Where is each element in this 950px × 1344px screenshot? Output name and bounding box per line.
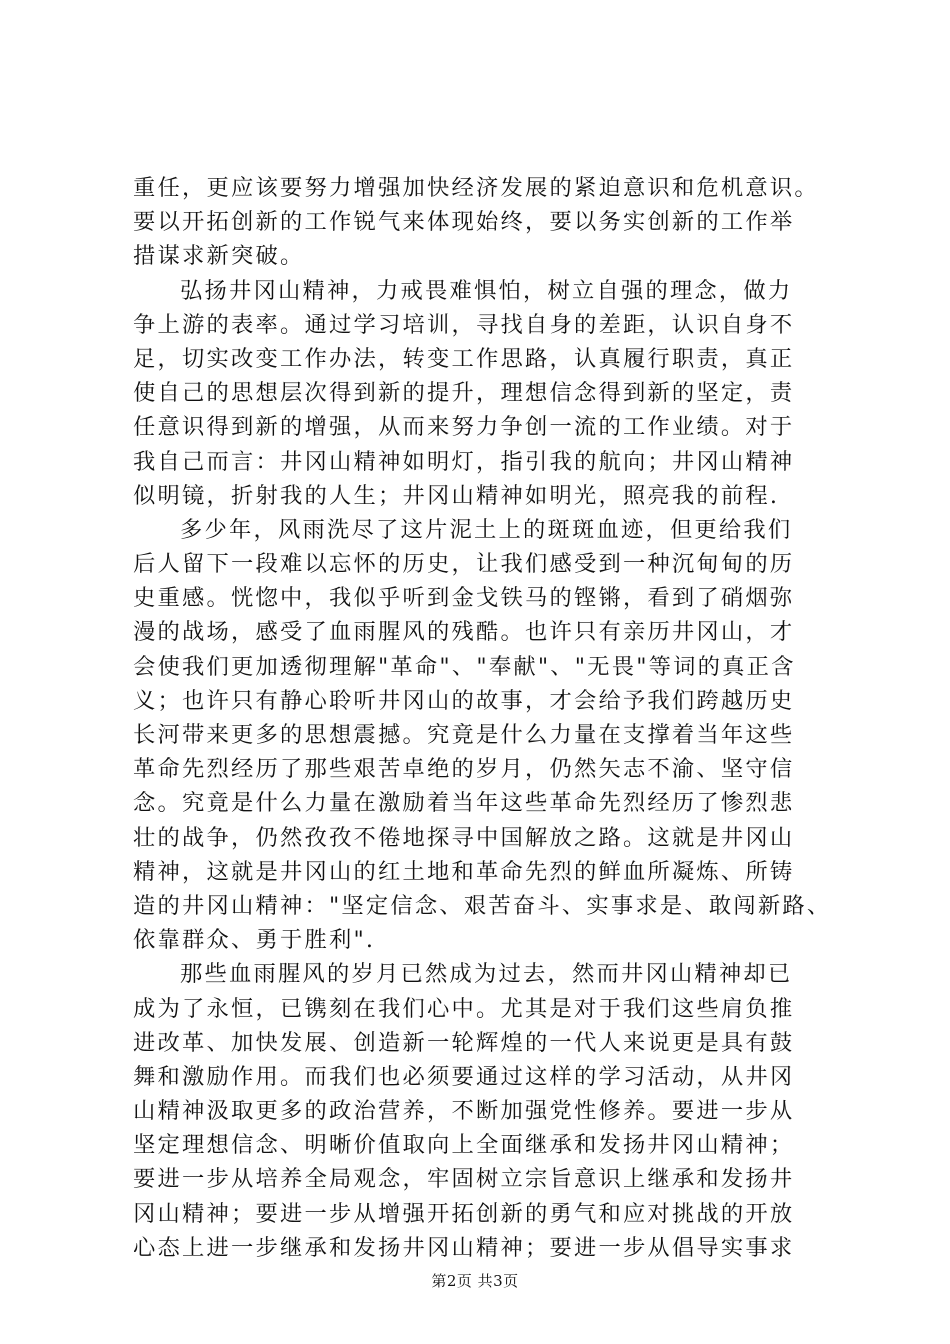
body-text [133, 171, 833, 1265]
text-line: 使自己的思想层次得到新的提升，理想信念得到新的坚定，责 [133, 380, 795, 407]
text-line: 壮的战争，仍然孜孜不倦地探寻中国解放之路。这就是井冈山 [133, 824, 795, 851]
text-line: 后人留下一段难以忘怀的历史，让我们感受到一种沉甸甸的历 [133, 551, 795, 578]
text-line: 我自己而言：井冈山精神如明灯，指引我的航向；井冈山精神 [133, 448, 795, 475]
text-line: 史重感。恍惚中，我似乎听到金戈铁马的铿锵，看到了硝烟弥 [133, 585, 795, 612]
text-line: 革命先烈经历了那些艰苦卓绝的岁月，仍然矢志不渝、坚守信 [133, 756, 795, 783]
text-line: 重任，更应该要努力增强加快经济发展的紧迫意识和危机意识。 [133, 175, 819, 201]
text-line: 成为了永恒，已镌刻在我们心中。尤其是对于我们这些肩负推 [133, 995, 795, 1022]
text-line: 措谋求新突破。 [133, 243, 305, 270]
text-line: 进改革、加快发展、创造新一轮辉煌的一代人来说更是具有鼓 [133, 1029, 795, 1056]
text-line: 舞和激励作用。而我们也必须要通过这样的学习活动，从井冈 [133, 1063, 795, 1090]
text-line: 冈山精神；要进一步从增强开拓创新的勇气和应对挑战的开放 [133, 1200, 795, 1227]
text-line: 念。究竟是什么力量在激励着当年这些革命先烈经历了惨烈悲 [133, 790, 795, 817]
text-line: 会使我们更加透彻理解"革命"、"奉献"、"无畏"等词的真正含 [133, 653, 796, 680]
text-line: 义；也许只有静心聆听井冈山的故事，才会给予我们跨越历史 [133, 687, 795, 714]
text-line: 似明镜，折射我的人生；井冈山精神如明光，照亮我的前程. [133, 482, 780, 509]
text-line: 依靠群众、勇于胜利". [133, 927, 376, 954]
paragraph-first-line: 弘扬井冈山精神，力戒畏难惧怕，树立自强的理念，做力 [180, 277, 793, 304]
page-footer: 第2页 共3页 [431, 1272, 519, 1290]
text-line: 山精神汲取更多的政治营养，不断加强党性修养。要进一步从 [133, 1098, 795, 1125]
text-line: 任意识得到新的增强，从而来努力争创一流的工作业绩。对于 [133, 414, 795, 441]
text-line: 要进一步从培养全局观念，牢固树立宗旨意识上继承和发扬井 [133, 1166, 795, 1193]
text-line: 漫的战场，感受了血雨腥风的残酷。也许只有亲历井冈山，才 [133, 619, 795, 646]
paragraph-first-line: 那些血雨腥风的岁月已然成为过去，然而井冈山精神却已 [180, 961, 793, 988]
paragraph-first-line: 多少年，风雨洗尽了这片泥土上的斑斑血迹，但更给我们 [180, 516, 793, 543]
text-line: 长河带来更多的思想震撼。究竟是什么力量在支撑着当年这些 [133, 722, 795, 748]
text-line: 心态上进一步继承和发扬井冈山精神；要进一步从倡导实事求 [133, 1234, 795, 1261]
text-line: 足，切实改变工作办法，转变工作思路，认真履行职责，真正 [133, 345, 795, 372]
text-line: 要以开拓创新的工作锐气来体现始终，要以务实创新的工作举 [133, 209, 795, 236]
text-line: 造的井冈山精神："坚定信念、艰苦奋斗、实事求是、敢闯新路、 [133, 892, 832, 919]
text-line: 争上游的表率。通过学习培训，寻找自身的差距，认识自身不 [133, 311, 795, 338]
text-line: 精神，这就是井冈山的红土地和革命先烈的鲜血所凝炼、所铸 [133, 858, 795, 885]
text-line: 坚定理想信念、明晰价值取向上全面继承和发扬井冈山精神； [133, 1132, 795, 1159]
